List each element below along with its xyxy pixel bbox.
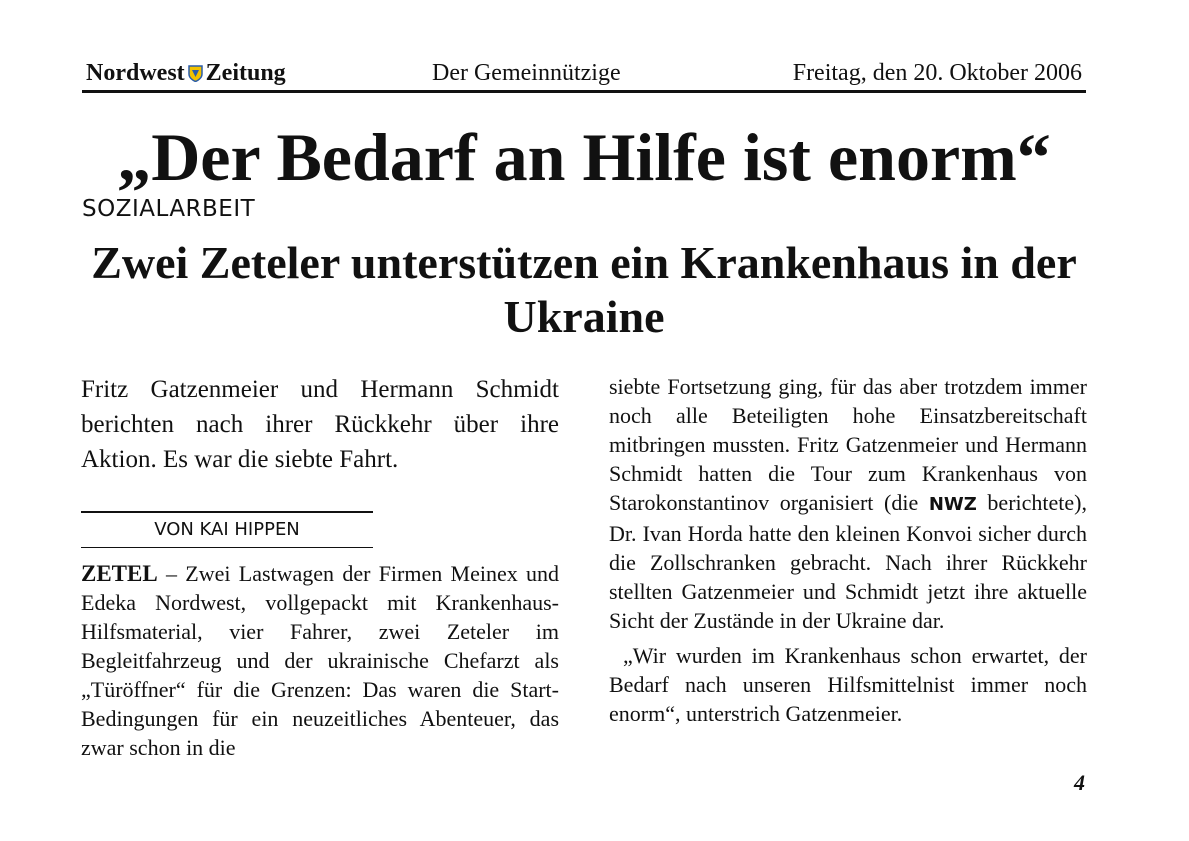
- teaser: Fritz Gatzenmeier und Hermann Schmidt berichten nach ihrer Rückkehr über ihre Aktion. Es war die siebte Fahrt.: [81, 376, 559, 473]
- coat-of-arms-icon: [188, 60, 203, 77]
- article-text-left: Zwei Lastwagen der Firmen Meinex und Edeka Nordwest, vollgepackt mit Krankenhaus-Hilfsmaterial, vier Fahrer, zwei Zeteler im Begleitfahrzeug und der ukrainische Chefarzt als „Türöffner“ für die Grenzen: Das waren die Start-Bedingungen für ein neuzeitliches Abenteuer, das zwar schon in die: [81, 561, 560, 760]
- article-column-right: [609, 372, 1087, 728]
- article-paragraph-1: [81, 559, 559, 762]
- byline: VON KAI HIPPEN: [154, 518, 300, 540]
- byline-rule-bottom: [81, 547, 373, 549]
- paper-name-left: Nordwest: [86, 60, 185, 86]
- article-column-left: [81, 372, 559, 762]
- masthead: [82, 58, 1086, 88]
- section-name: Der Gemeinnützige: [432, 60, 621, 86]
- issue-date: Freitag, den 20. Oktober 2006: [792, 60, 1082, 86]
- article-paragraph-2: „Wir wurden im Krankenhaus schon erwartet, der Bedarf nach unseren Hilfsmittelnist immer noch enorm“, unterstrich Gatzenmeier.: [609, 643, 1087, 726]
- nwz-abbreviation: NWZ: [928, 494, 977, 515]
- headline: „Der Bedarf an Hilfe ist enorm“: [117, 119, 1051, 195]
- article-text-right-b: berichtete), Dr. Ivan Horda hatte den kleinen Konvoi sicher durch die Zollschranken gebracht. Nach ihrer Rückkehr stellten Gatzenmeier und Schmidt jetzt ihre aktuelle Sicht der Zustände in der Ukraine dar.: [609, 490, 1087, 633]
- page-number: 4: [1074, 770, 1085, 795]
- newspaper-name: [86, 58, 286, 88]
- subheadline: Zwei Zeteler unterstützen ein Krankenhaus in der Ukraine: [91, 237, 1077, 342]
- article-paragraph-1-continued: [609, 372, 1087, 635]
- masthead-rule: [82, 90, 1086, 93]
- dateline: ZETEL: [81, 561, 158, 586]
- paper-name-right: Zeitung: [205, 60, 286, 86]
- byline-block: [81, 511, 373, 548]
- dateline-dash: –: [157, 561, 186, 586]
- article-text-right-a: siebte Fortsetzung ging, für das aber trotzdem immer noch alle Beteiligten hohe Einsatzbereitschaft mitbringen mussten. Fritz Gatzenmeier und Hermann Schmidt hatten die Tour zum Krankenhaus von Starokonstantinov organisiert (die: [609, 374, 1087, 515]
- kicker: SOZIALARBEIT: [82, 196, 256, 222]
